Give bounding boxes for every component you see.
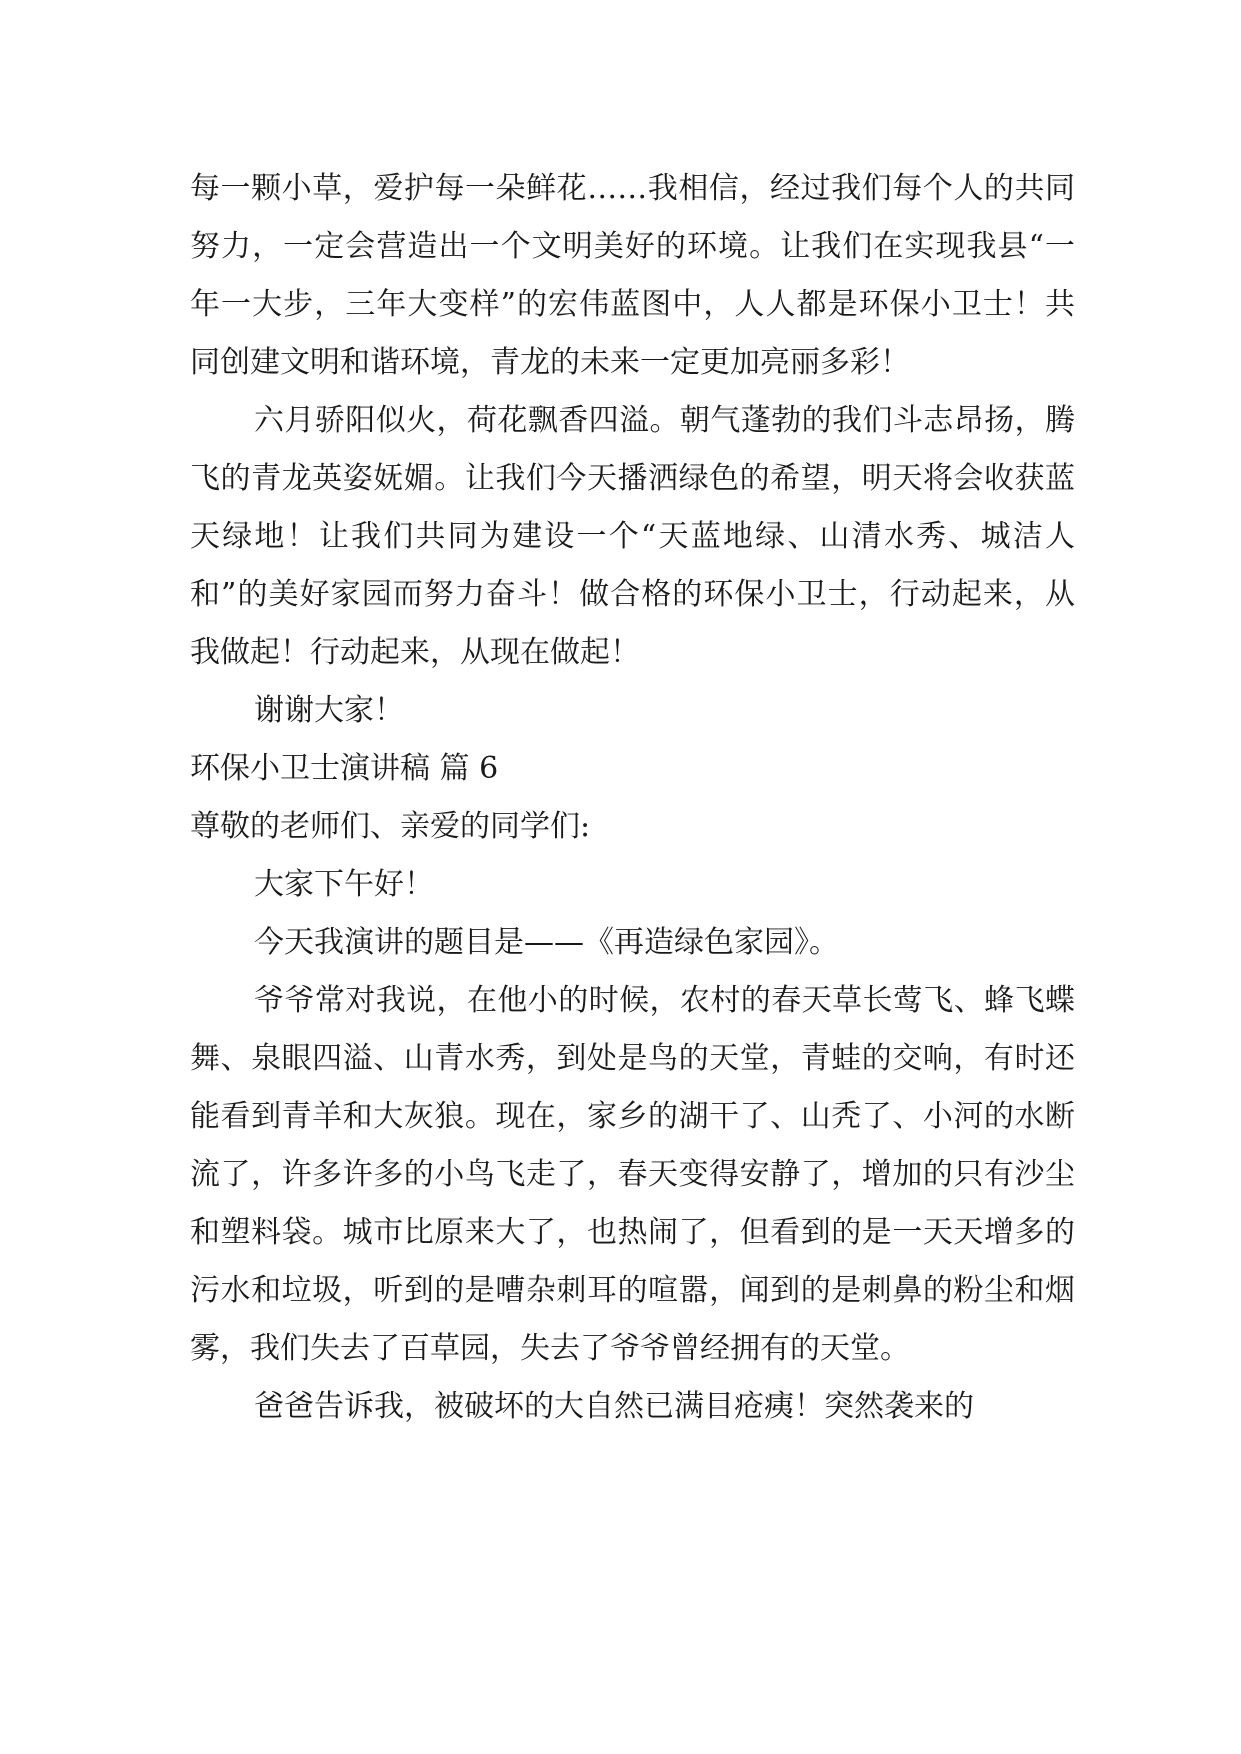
paragraph-greeting: 大家下午好！ [254, 867, 434, 902]
paragraph-topic: 今天我演讲的题目是——《再造绿色家园》。 [254, 925, 839, 960]
paragraph-june: 六月骄阳似火，荷花飘香四溢。朝气蓬勃的我们斗志昂扬，腾飞的青龙英姿妩媚。让我们今天播洒绿色的希望，明天将会收获蓝天绿地！让我们共同为建设一个“天蓝地绿、山清水秀、城洁人和”的美好家园而努力奋斗！做合格的环保小卫士，行动起来，从我做起！行动起来，从现在做起！ [190, 403, 1075, 670]
section-title: 环保小卫士演讲稿 篇 6 [190, 751, 499, 786]
paragraph-grandpa: 爷爷常对我说，在他小的时候，农村的春天草长莺飞、蜂飞蝶舞、泉眼四溢、山青水秀，到处是鸟的天堂，青蛙的交响，有时还能看到青羊和大灰狼。现在，家乡的湖干了、山秃了、小河的水断流了，许多许多的小鸟飞走了，春天变得安静了，增加的只有沙尘和塑料袋。城市比原来大了，也热闹了，但看到的是一天天增多的污水和垃圾，听到的是嘈杂刺耳的喧嚣，闻到的是刺鼻的粉尘和烟雾，我们失去了百草园，失去了爷爷曾经拥有的天堂。 [190, 983, 1075, 1366]
paragraph-continued: 每一颗小草，爱护每一朵鲜花……我相信，经过我们每个人的共同努力，一定会营造出一个文明美好的环境。让我们在实现我县“一年一大步，三年大变样”的宏伟蓝图中，人人都是环保小卫士！共同创建文明和谐环境，青龙的未来一定更加亮丽多彩！ [190, 171, 1075, 380]
paragraph-dad: 爸爸告诉我，被破坏的大自然已满目疮痍！突然袭来的 [254, 1389, 974, 1424]
salutation: 尊敬的老师们、亲爱的同学们: [190, 809, 591, 844]
document-body [190, 160, 1075, 1436]
paragraph-thanks: 谢谢大家！ [254, 693, 404, 728]
